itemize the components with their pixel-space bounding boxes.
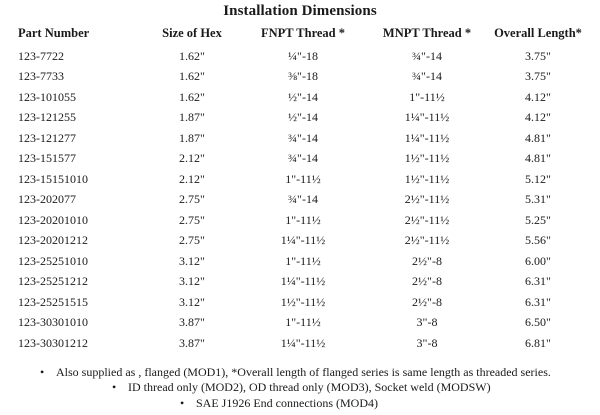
overall-length-cell: 5.56" bbox=[525, 233, 551, 248]
part-number-cell: 123-25251010 bbox=[18, 253, 88, 268]
size-of-hex-cell: 1.87" bbox=[179, 110, 205, 125]
page-title: Installation Dimensions bbox=[223, 3, 377, 19]
fnpt-thread-cell: ½"-14 bbox=[288, 89, 318, 104]
table-row bbox=[18, 128, 590, 149]
overall-length-cell: 6.50" bbox=[525, 315, 551, 330]
table-row bbox=[18, 272, 590, 293]
table-row bbox=[18, 333, 590, 354]
mnpt-thread-cell: 2½"-8 bbox=[412, 294, 442, 309]
overall-length-cell: 6.81" bbox=[525, 335, 551, 350]
part-number-cell: 123-30301212 bbox=[18, 335, 88, 350]
mnpt-thread-cell: ¾"-14 bbox=[412, 48, 442, 63]
fnpt-thread-cell: ¾"-14 bbox=[288, 192, 318, 207]
table-row bbox=[18, 292, 590, 313]
column-header-overall-length: Overall Length* bbox=[494, 25, 582, 40]
part-number-cell: 123-121277 bbox=[18, 130, 76, 145]
note-text: SAE J1926 End connections (MOD4) bbox=[196, 396, 378, 410]
size-of-hex-cell: 2.12" bbox=[179, 171, 205, 186]
mnpt-thread-cell: 3"-8 bbox=[416, 315, 438, 330]
fnpt-thread-cell: 1¼"-11½ bbox=[280, 233, 326, 248]
size-of-hex-cell: 2.75" bbox=[179, 192, 205, 207]
note-text: Also supplied as , flanged (MOD1), *Overall length of flanged series is same length as threaded series. bbox=[56, 365, 551, 379]
mnpt-thread-cell: 2½"-11½ bbox=[404, 233, 450, 248]
bullet-icon: • bbox=[180, 396, 185, 410]
size-of-hex-cell: 3.87" bbox=[179, 335, 205, 350]
part-number-cell: 123-25251212 bbox=[18, 274, 88, 289]
part-number-cell: 123-7733 bbox=[18, 69, 64, 84]
note-item bbox=[180, 395, 378, 411]
mnpt-thread-cell: 1¼"-11½ bbox=[404, 110, 450, 125]
overall-length-cell: 4.12" bbox=[525, 110, 551, 125]
bullet-icon: • bbox=[40, 365, 45, 379]
table-row bbox=[18, 67, 590, 88]
installation-dimensions-table bbox=[18, 20, 590, 354]
mnpt-thread-cell: 2½"-11½ bbox=[404, 192, 450, 207]
mnpt-thread-cell: 1½"-11½ bbox=[404, 171, 450, 186]
table-row bbox=[18, 87, 590, 108]
mnpt-thread-cell: 2½"-11½ bbox=[404, 212, 450, 227]
size-of-hex-cell: 2.75" bbox=[179, 212, 205, 227]
table-row bbox=[18, 313, 590, 334]
column-header-fnpt-thread: FNPT Thread * bbox=[260, 25, 346, 40]
overall-length-cell: 6.00" bbox=[525, 253, 551, 268]
part-number-cell: 123-30301010 bbox=[18, 315, 88, 330]
mnpt-thread-cell: 2½"-8 bbox=[412, 253, 442, 268]
size-of-hex-cell: 1.62" bbox=[179, 69, 205, 84]
table-row bbox=[18, 190, 590, 211]
overall-length-cell: 3.75" bbox=[525, 69, 551, 84]
mnpt-thread-cell: 1"-11½ bbox=[409, 89, 445, 104]
overall-length-cell: 4.12" bbox=[525, 89, 551, 104]
fnpt-thread-cell: 1½"-11½ bbox=[280, 294, 326, 309]
overall-length-cell: 6.31" bbox=[525, 294, 551, 309]
column-header-size-of-hex: Size of Hex bbox=[162, 25, 222, 40]
mnpt-thread-cell: ¾"-14 bbox=[412, 69, 442, 84]
fnpt-thread-cell: 1"-11½ bbox=[285, 171, 321, 186]
table-row bbox=[18, 169, 590, 190]
part-number-cell: 123-121255 bbox=[18, 110, 76, 125]
part-number-cell: 123-101055 bbox=[18, 89, 76, 104]
part-number-cell: 123-20201212 bbox=[18, 233, 88, 248]
part-number-cell: 123-151577 bbox=[18, 151, 76, 166]
mnpt-thread-cell: 2½"-8 bbox=[412, 274, 442, 289]
fnpt-thread-cell: 1"-11½ bbox=[285, 212, 321, 227]
size-of-hex-cell: 3.12" bbox=[179, 294, 205, 309]
overall-length-cell: 4.81" bbox=[525, 130, 551, 145]
bullet-icon: • bbox=[112, 380, 117, 394]
size-of-hex-cell: 1.62" bbox=[179, 48, 205, 63]
table-row bbox=[18, 46, 590, 67]
size-of-hex-cell: 1.62" bbox=[179, 89, 205, 104]
fnpt-thread-cell: 1¼"-11½ bbox=[280, 274, 326, 289]
size-of-hex-cell: 3.12" bbox=[179, 253, 205, 268]
note-item bbox=[40, 364, 551, 380]
fnpt-thread-cell: ⅜"-18 bbox=[288, 69, 318, 84]
table-row bbox=[18, 231, 590, 252]
column-header-mnpt-thread: MNPT Thread * bbox=[382, 25, 472, 40]
size-of-hex-cell: 2.12" bbox=[179, 151, 205, 166]
overall-length-cell: 4.81" bbox=[525, 151, 551, 166]
overall-length-cell: 5.12" bbox=[525, 171, 551, 186]
overall-length-cell: 5.31" bbox=[525, 192, 551, 207]
table-row bbox=[18, 251, 590, 272]
part-number-cell: 123-25251515 bbox=[18, 294, 88, 309]
table-header-row bbox=[18, 20, 590, 46]
size-of-hex-cell: 1.87" bbox=[179, 130, 205, 145]
mnpt-thread-cell: 3"-8 bbox=[416, 335, 438, 350]
part-number-cell: 123-15151010 bbox=[18, 171, 88, 186]
table-row bbox=[18, 210, 590, 231]
overall-length-cell: 3.75" bbox=[525, 48, 551, 63]
part-number-cell: 123-7722 bbox=[18, 48, 64, 63]
table-row bbox=[18, 108, 590, 129]
note-item bbox=[112, 379, 491, 395]
overall-length-cell: 6.31" bbox=[525, 274, 551, 289]
fnpt-thread-cell: 1"-11½ bbox=[285, 253, 321, 268]
fnpt-thread-cell: ¾"-14 bbox=[288, 130, 318, 145]
fnpt-thread-cell: ¾"-14 bbox=[288, 151, 318, 166]
table-row bbox=[18, 149, 590, 170]
size-of-hex-cell: 3.12" bbox=[179, 274, 205, 289]
mnpt-thread-cell: 1½"-11½ bbox=[404, 151, 450, 166]
note-text: ID thread only (MOD2), OD thread only (MOD3), Socket weld (MODSW) bbox=[128, 380, 491, 394]
table-body bbox=[18, 46, 590, 354]
overall-length-cell: 5.25" bbox=[525, 212, 551, 227]
fnpt-thread-cell: 1"-11½ bbox=[285, 315, 321, 330]
size-of-hex-cell: 3.87" bbox=[179, 315, 205, 330]
mnpt-thread-cell: 1¼"-11½ bbox=[404, 130, 450, 145]
part-number-cell: 123-202077 bbox=[18, 192, 76, 207]
part-number-cell: 123-20201010 bbox=[18, 212, 88, 227]
fnpt-thread-cell: 1¼"-11½ bbox=[280, 335, 326, 350]
column-header-part-number: Part Number bbox=[18, 25, 90, 40]
fnpt-thread-cell: ¼"-18 bbox=[288, 48, 318, 63]
size-of-hex-cell: 2.75" bbox=[179, 233, 205, 248]
fnpt-thread-cell: ½"-14 bbox=[288, 110, 318, 125]
